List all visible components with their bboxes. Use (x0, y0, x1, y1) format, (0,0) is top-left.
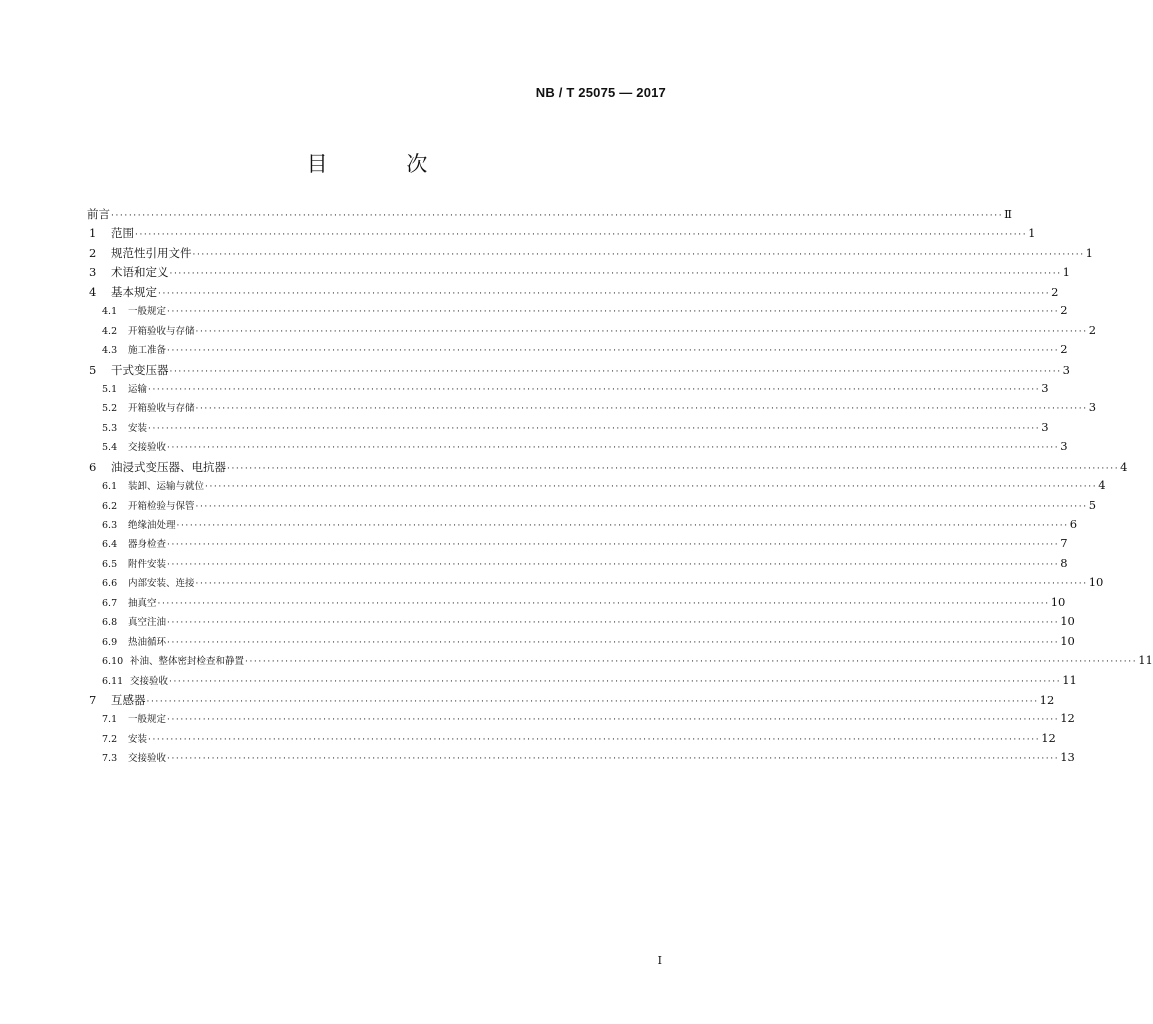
toc-entry[interactable] (87, 653, 1153, 672)
page-title: 目 次 (306, 152, 464, 176)
toc-entry-page: 12 (1060, 711, 1075, 726)
toc-entry-label: 施工准备 (128, 345, 167, 357)
toc-entry-page: 11 (1062, 672, 1077, 687)
dot-leader: ········································································································································································································ (167, 346, 1060, 357)
dot-leader: ········································································································································································································ (158, 288, 1051, 299)
toc-entry-number: 6.2 (102, 500, 118, 512)
toc-entry[interactable] (87, 614, 1075, 633)
toc-entry-page: 4 (1098, 478, 1106, 493)
dot-leader: ········································································································································································································ (169, 676, 1062, 687)
toc-entry-label: 互感器 (111, 692, 146, 707)
dot-leader: ········································································································································································································ (148, 734, 1041, 745)
toc-entry-page: 1 (1028, 226, 1036, 241)
toc-entry-page: 10 (1060, 614, 1075, 629)
page-number: I (657, 954, 662, 967)
toc-entry[interactable] (87, 342, 1068, 361)
dot-leader: ········································································································································································································ (146, 696, 1039, 707)
toc-entry-number: 4 (89, 284, 97, 299)
dot-leader: ········································································································································································································ (167, 559, 1060, 570)
toc-entry[interactable] (87, 517, 1078, 536)
toc-entry-label: 范围 (111, 226, 134, 241)
dot-leader: ········································································································································································································ (167, 637, 1060, 648)
toc-entry-page: 10 (1060, 633, 1075, 648)
toc-entry-page: 3 (1060, 439, 1068, 454)
toc-entry-page: 2 (1060, 303, 1068, 318)
toc-entry[interactable] (87, 400, 1097, 419)
dot-leader: ········································································································································································································ (167, 307, 1060, 318)
toc-entry-label: 真空注油 (128, 617, 167, 629)
dot-leader: ········································································································································································································ (245, 657, 1138, 668)
toc-entry-label: 基本规定 (111, 284, 157, 299)
toc-entry-page: 2 (1060, 342, 1068, 357)
toc-entry-number: 3 (89, 265, 97, 280)
toc-entry-number: 6.7 (102, 597, 118, 609)
toc-entry-page: Ⅱ (1004, 207, 1012, 221)
dot-leader: ········································································································································································································ (167, 540, 1060, 551)
toc-entry-page: 6 (1069, 517, 1078, 531)
table-of-contents (87, 206, 1153, 770)
toc-entry[interactable] (87, 730, 1056, 750)
toc-entry[interactable] (87, 362, 1070, 381)
toc-entry-number: 7.2 (102, 733, 118, 745)
toc-entry-number: 6.9 (102, 636, 118, 648)
dot-leader: ········································································································································································································ (195, 326, 1088, 337)
toc-entry-label: 开箱验收与存储 (128, 403, 195, 415)
toc-entry-number: 6.11 (102, 675, 124, 687)
toc-entry[interactable] (87, 633, 1075, 653)
toc-entry-page: 11 (1138, 653, 1153, 668)
dot-leader: ········································································································································································································ (195, 404, 1088, 415)
toc-entry-label: 干式变压器 (111, 362, 169, 377)
toc-entry[interactable] (87, 419, 1049, 439)
toc-entry-page: 2 (1088, 322, 1097, 337)
dot-leader: ········································································································································································································ (176, 521, 1069, 531)
toc-entry-page: 1 (1085, 245, 1093, 260)
toc-entry-label: 油浸式变压器、电抗器 (111, 459, 226, 474)
toc-entry[interactable] (87, 497, 1097, 517)
toc-entry-label: 一般规定 (128, 306, 167, 318)
dot-leader: ········································································································································································································ (157, 598, 1050, 609)
toc-entry-label: 交接验收 (128, 442, 167, 454)
toc-entry-label: 安装 (128, 733, 148, 745)
toc-entry-label: 抽真空 (128, 597, 157, 609)
toc-entry-number: 6.3 (102, 520, 118, 531)
toc-entry-page: 3 (1041, 419, 1049, 434)
toc-entry[interactable] (87, 478, 1106, 497)
toc-entry[interactable] (87, 225, 1036, 244)
dot-leader: ········································································································································································································ (148, 384, 1041, 395)
toc-entry-page: 10 (1050, 594, 1066, 609)
toc-entry[interactable] (87, 380, 1049, 400)
toc-entry-page: 4 (1120, 459, 1128, 474)
dot-leader: ········································································································································································································ (169, 366, 1062, 377)
toc-entry-page: 12 (1041, 730, 1056, 745)
toc-entry-label: 交接验收 (130, 675, 169, 687)
toc-entry-number: 7.3 (102, 753, 118, 765)
toc-entry-label: 一般规定 (128, 714, 167, 726)
toc-entry[interactable] (87, 206, 1012, 225)
dot-leader: ········································································································································································································ (148, 423, 1041, 434)
dot-leader: ········································································································································································································ (167, 443, 1060, 454)
toc-entry-label: 安装 (128, 422, 148, 434)
toc-entry-label: 补油、整体密封检查和静置 (130, 656, 245, 668)
toc-entry-label: 器身检查 (128, 539, 167, 551)
toc-entry-number: 6.10 (102, 656, 124, 668)
toc-entry-page: 5 (1088, 497, 1097, 512)
toc-entry-page: 3 (1041, 380, 1049, 395)
toc-entry-page: 3 (1062, 362, 1070, 377)
standard-code: NB / T 25075 — 2017 (535, 85, 666, 100)
dot-leader: ········································································································································································································ (167, 754, 1060, 765)
toc-entry-number: 1 (89, 226, 97, 241)
toc-entry[interactable] (87, 439, 1068, 458)
toc-entry-number: 5.4 (102, 442, 118, 454)
toc-entry-page: 1 (1062, 265, 1070, 280)
toc-entry[interactable] (87, 692, 1055, 711)
toc-entry-page: 2 (1051, 284, 1059, 299)
toc-entry-number: 4.3 (102, 345, 118, 357)
toc-entry-number: 6.8 (102, 617, 118, 629)
toc-entry[interactable] (87, 284, 1059, 303)
toc-entry-label: 热油循环 (128, 636, 167, 648)
toc-entry-page: 3 (1088, 400, 1097, 415)
toc-entry-number: 5.1 (102, 383, 118, 395)
toc-entry-number: 5.3 (102, 422, 118, 434)
toc-entry-number: 6.1 (102, 481, 118, 493)
toc-entry-page: 13 (1060, 750, 1075, 765)
toc-entry-page: 10 (1088, 575, 1104, 590)
toc-entry-label: 开箱检验与保管 (128, 500, 195, 512)
toc-entry[interactable] (87, 711, 1075, 730)
toc-entry[interactable] (87, 750, 1075, 769)
dot-leader: ········································································································································································································ (195, 579, 1088, 590)
toc-entry-label: 内部安装、连接 (128, 578, 195, 590)
dot-leader: ········································································································································································································ (169, 269, 1062, 280)
dot-leader: ········································································································································································································ (205, 482, 1098, 493)
toc-entry-label: 开箱验收与存储 (128, 325, 195, 337)
dot-leader: ········································································································································································································ (227, 463, 1120, 474)
toc-entry-number: 7 (89, 692, 97, 707)
dot-leader: ········································································································································································································ (167, 715, 1060, 726)
dot-leader: ········································································································································································································ (135, 230, 1028, 241)
toc-entry[interactable] (87, 245, 1093, 264)
toc-entry-number: 2 (89, 245, 97, 260)
toc-entry-number: 6.4 (102, 539, 118, 551)
toc-entry-label: 前言 (87, 207, 110, 221)
toc-entry[interactable] (87, 264, 1070, 283)
toc-entry[interactable] (87, 575, 1104, 594)
toc-entry-label: 术语和定义 (111, 265, 169, 280)
toc-entry-number: 5.2 (102, 403, 118, 415)
toc-entry-label: 附件安装 (128, 558, 167, 570)
toc-entry[interactable] (87, 536, 1068, 555)
toc-entry-number: 6.6 (102, 578, 118, 590)
toc-entry[interactable] (87, 594, 1066, 614)
toc-entry[interactable] (87, 555, 1068, 575)
toc-entry[interactable] (87, 459, 1128, 478)
dot-leader: ········································································································································································································ (167, 618, 1060, 629)
dot-leader: ········································································································································································································ (195, 501, 1088, 512)
toc-entry-number: 4.2 (102, 325, 118, 337)
toc-entry-number: 5 (89, 362, 97, 377)
toc-entry-page: 12 (1039, 692, 1055, 707)
toc-entry-number: 6.5 (102, 558, 118, 570)
dot-leader: ········································································································································································································ (111, 211, 1004, 221)
toc-entry-number: 4.1 (102, 306, 118, 318)
toc-entry-label: 装卸、运输与就位 (128, 481, 205, 493)
toc-entry-page: 8 (1060, 555, 1068, 570)
toc-entry-label: 规范性引用文件 (111, 245, 192, 260)
toc-entry[interactable] (87, 672, 1077, 692)
toc-entry-label: 绝缘油处理 (128, 520, 176, 531)
toc-entry-number: 7.1 (102, 714, 118, 726)
toc-entry-page: 7 (1060, 536, 1068, 551)
toc-entry[interactable] (87, 322, 1097, 342)
dot-leader: ········································································································································································································ (192, 249, 1085, 260)
toc-entry-number: 6 (89, 459, 97, 474)
toc-entry-label: 交接验收 (128, 753, 167, 765)
toc-entry[interactable] (87, 303, 1068, 322)
toc-entry-label: 运输 (128, 383, 148, 395)
